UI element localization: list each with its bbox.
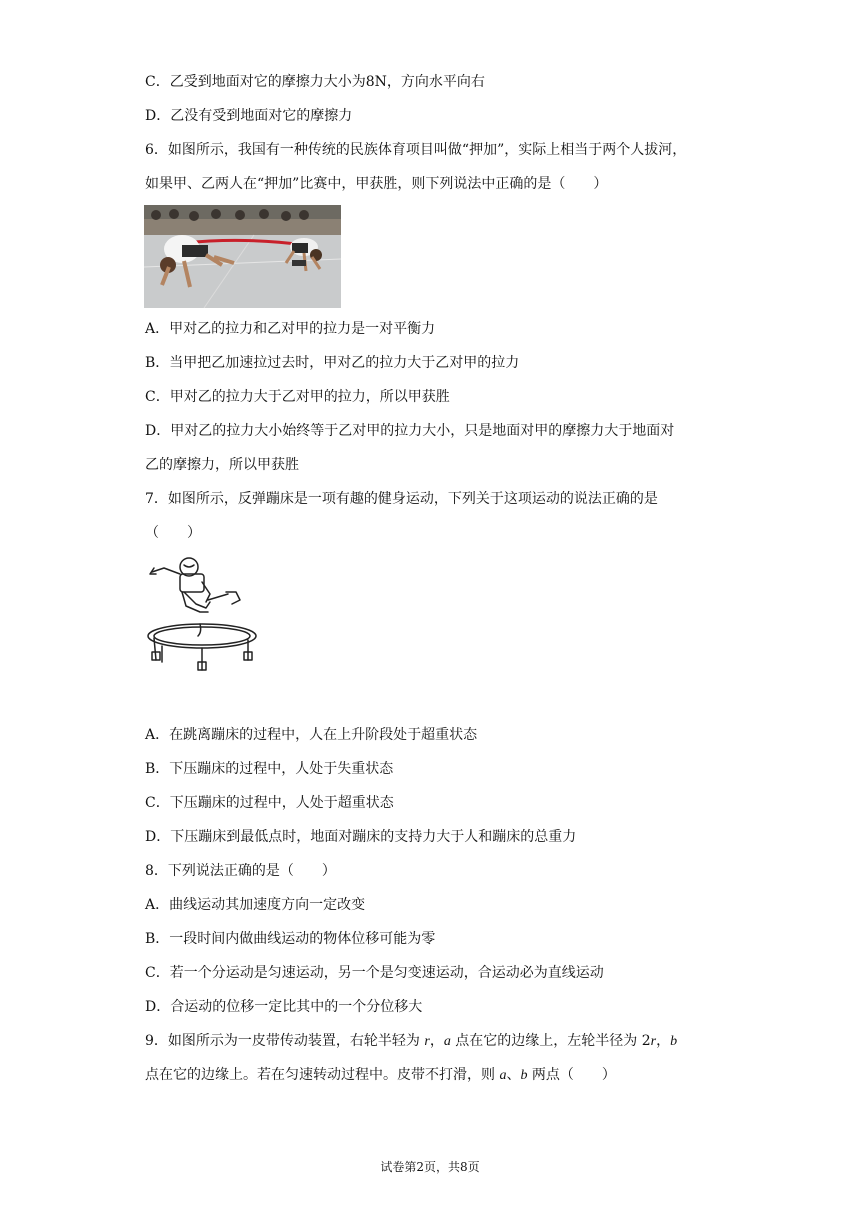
q8-option-b: B．一段时间内做曲线运动的物体位移可能为零: [145, 931, 436, 947]
q7-stem-1: 7．如图所示，反弹蹦床是一项有趣的健身运动，下列关于这项运动的说法正确的是: [145, 491, 658, 507]
q7-option-c: C．下压蹦床的过程中，人处于超重状态: [145, 795, 394, 811]
q8-option-d: D．合运动的位移一定比其中的一个分位移大: [145, 999, 423, 1015]
q8-option-c: C．若一个分运动是匀速运动，另一个是匀变速运动，合运动必为直线运动: [145, 965, 604, 981]
q6-stem-2: 如果甲、乙两人在“押加”比赛中，甲获胜，则下列说法中正确的是（ ）: [145, 176, 608, 192]
page-footer: 试卷第2页，共8页: [380, 1160, 480, 1174]
q8-stem: 8．下列说法正确的是（ ）: [145, 863, 336, 879]
trampoline-figure: [144, 552, 264, 674]
q7-stem-2: （ ）: [145, 525, 201, 541]
q6-option-b: B．当甲把乙加速拉过去时，甲对乙的拉力大于乙对甲的拉力: [145, 355, 520, 371]
q6-option-d-2: 乙的摩擦力，所以甲获胜: [145, 457, 299, 473]
line-5c: C．乙受到地面对它的摩擦力大小为8N，方向水平向右: [145, 74, 485, 90]
q7-option-b: B．下压蹦床的过程中，人处于失重状态: [145, 761, 394, 777]
q8-option-a: A．曲线运动其加速度方向一定改变: [145, 897, 366, 913]
q6-option-c: C．甲对乙的拉力大于乙对甲的拉力，所以甲获胜: [145, 389, 450, 405]
q9-stem-2: 点在它的边缘上。若在匀速转动过程中。皮带不打滑，则 a、b 两点（ ）: [145, 1067, 616, 1083]
q9-stem-1: 9．如图所示为一皮带传动装置，右轮半轻为 r，a 点在它的边缘上，左轮半径为 2r，b: [145, 1033, 678, 1049]
line-5d: D．乙没有受到地面对它的摩擦力: [145, 108, 353, 124]
q6-option-d-1: D．甲对乙的拉力大小始终等于乙对甲的拉力大小，只是地面对甲的摩擦力大于地面对: [145, 423, 675, 439]
q7-option-a: A．在跳离蹦床的过程中，人在上升阶段处于超重状态: [145, 727, 478, 743]
q6-stem-1: 6．如图所示，我国有一种传统的民族体育项目叫做“押加”，实际上相当于两个人拔河，: [145, 142, 687, 158]
yajia-photo: [144, 205, 341, 308]
q7-option-d: D．下压蹦床到最低点时，地面对蹦床的支持力大于人和蹦床的总重力: [145, 829, 577, 845]
q6-option-a: A．甲对乙的拉力和乙对甲的拉力是一对平衡力: [145, 321, 436, 337]
